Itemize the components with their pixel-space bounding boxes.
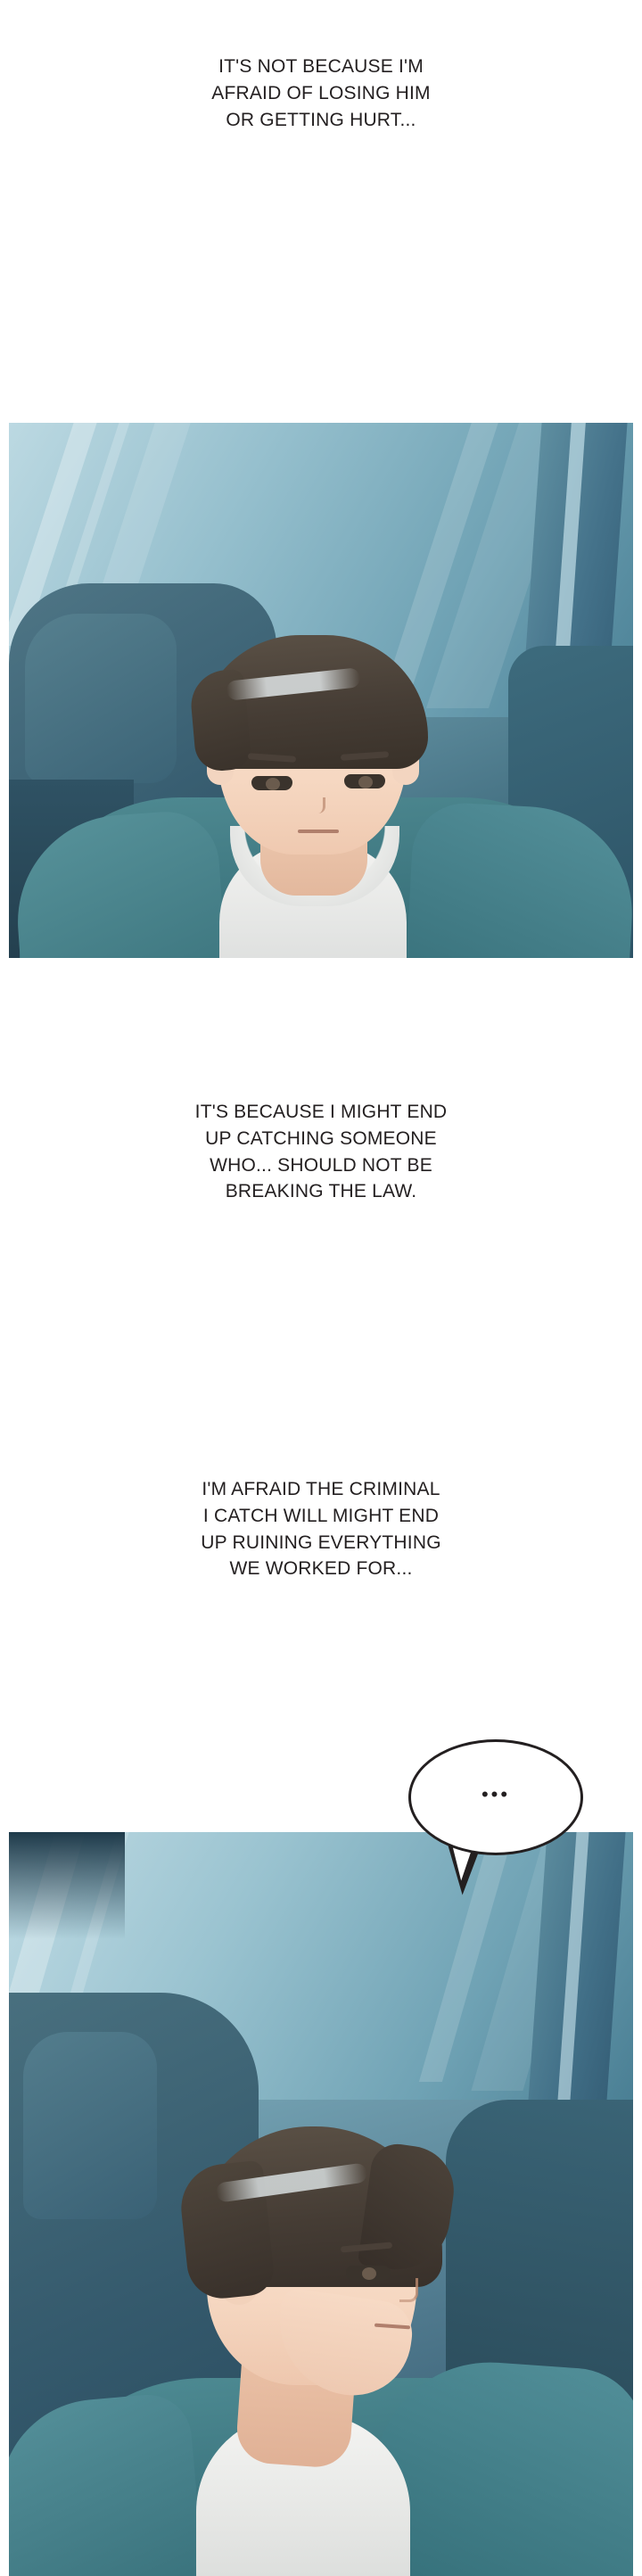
narration-line: IT'S NOT BECAUSE I'M <box>218 56 424 77</box>
narration-line: UP RUINING EVERYTHING <box>201 1532 441 1553</box>
character-pupil-right <box>358 776 373 788</box>
character-nose <box>309 797 325 813</box>
narration-line: I CATCH WILL MIGHT END <box>202 1505 440 1526</box>
character-nose <box>399 2278 418 2302</box>
panel-car-front <box>9 423 633 958</box>
narration-line: OR GETTING HURT... <box>226 109 416 130</box>
narration-top <box>0 54 642 133</box>
narration-line: BREAKING THE LAW. <box>225 1181 417 1202</box>
character-mouth <box>298 830 339 833</box>
character-pupil <box>362 2267 376 2280</box>
narration-line: WHO... SHOULD NOT BE <box>210 1154 432 1176</box>
narration-middle <box>0 1099 642 1205</box>
character-jacket-left <box>9 2391 204 2576</box>
narration-line: IT'S BECAUSE I MIGHT END <box>194 1102 448 1122</box>
narration-line: AFRAID OF LOSING HIM <box>211 82 431 103</box>
speech-bubble-text: ••• <box>481 1783 511 1805</box>
car-headrest <box>23 2032 157 2219</box>
car-headrest <box>25 614 177 783</box>
panel-artwork <box>9 1832 633 2576</box>
narration-line: UP CATCHING SOMEONE <box>205 1127 437 1149</box>
panel-car-side <box>9 1832 633 2576</box>
narration-lower <box>0 1476 642 1582</box>
panel-artwork <box>9 423 633 958</box>
narration-line: WE WORKED FOR... <box>229 1558 413 1580</box>
speech-bubble-ellipsis <box>408 1739 583 1855</box>
car-roof-shadow <box>9 1832 125 1939</box>
character-pupil-left <box>266 778 280 790</box>
narration-line: I'M AFRAID THE CRIMINAL <box>202 1479 440 1499</box>
